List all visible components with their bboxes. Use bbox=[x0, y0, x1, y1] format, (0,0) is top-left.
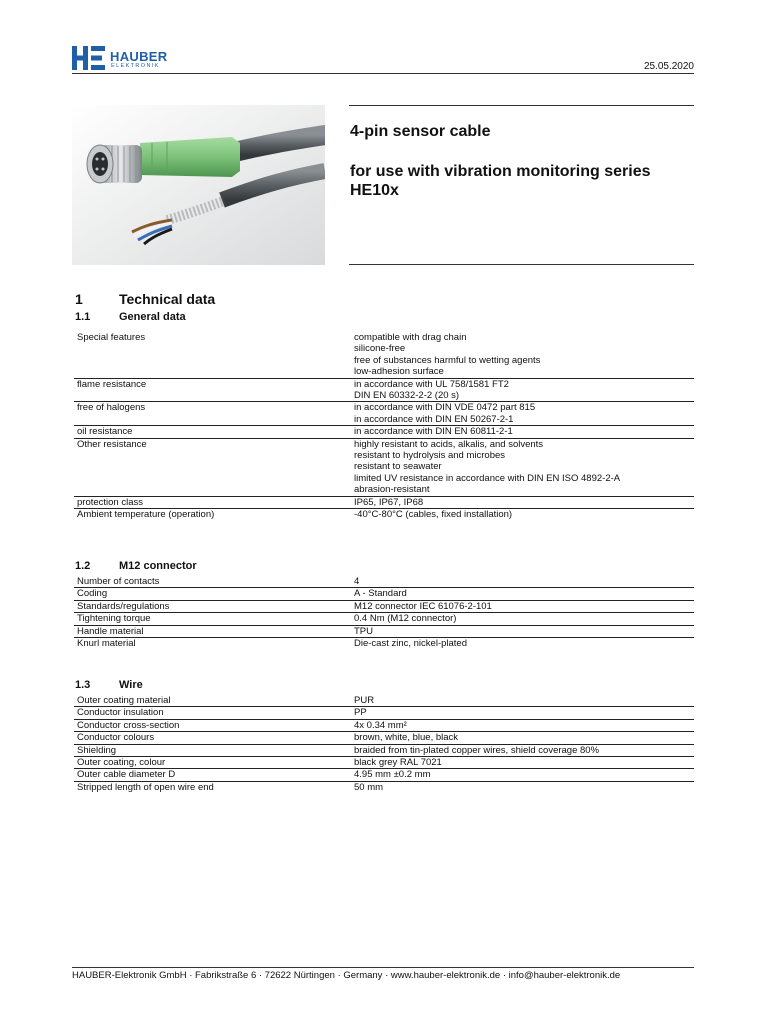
row-label: flame resistance bbox=[77, 378, 147, 390]
row-value: 4x 0.34 mm² bbox=[354, 719, 407, 731]
row-label: Special features bbox=[77, 332, 146, 343]
table-row bbox=[74, 625, 694, 637]
product-subtitle: for use with vibration monitoring series HE10x bbox=[350, 163, 651, 199]
table-row bbox=[74, 402, 694, 426]
row-value-line: -40°C-80°C (cables, fixed installation) bbox=[354, 509, 513, 521]
table-row bbox=[74, 509, 694, 521]
table-row bbox=[74, 732, 694, 744]
row-value: A - Standard bbox=[354, 588, 407, 600]
row-value-line: free of substances harmful to wetting agents bbox=[354, 354, 541, 366]
row-label: Outer coating, colour bbox=[77, 757, 166, 769]
table-row bbox=[74, 719, 694, 731]
table-row bbox=[74, 588, 694, 600]
row-value: PP bbox=[354, 707, 367, 719]
row-value: 0.4 Nm (M12 connector) bbox=[354, 613, 457, 625]
row-value bbox=[351, 509, 694, 521]
row-value: 4.95 mm ±0.2 mm bbox=[354, 769, 431, 781]
document-date: 25.05.2020 bbox=[643, 61, 694, 72]
row-value bbox=[351, 332, 694, 378]
row-value-line: resistant to hydrolysis and microbes bbox=[354, 450, 506, 462]
row-value-line: low-adhesion surface bbox=[354, 366, 444, 378]
m12-connector-table bbox=[74, 576, 694, 649]
row-value: black grey RAL 7021 bbox=[354, 757, 442, 769]
row-value-line: limited UV resistance in accordance with DIN EN ISO 4892-2-A bbox=[354, 472, 621, 484]
row-label: Knurl material bbox=[77, 638, 136, 650]
footer-divider bbox=[72, 967, 694, 968]
row-value bbox=[351, 378, 694, 402]
row-value: PUR bbox=[354, 695, 375, 706]
table-row bbox=[74, 744, 694, 756]
company-logo bbox=[72, 46, 187, 72]
table-row bbox=[74, 438, 694, 496]
row-label: oil resistance bbox=[77, 426, 133, 438]
row-value-line: DIN EN 60332-2-2 (20 s) bbox=[354, 390, 460, 402]
footer-address: HAUBER-Elektronik GmbH · Fabrikstraße 6 · 72622 Nürtingen · Germany · www.hauber-elektronik.de · info@hauber-elektronik.de bbox=[72, 970, 621, 981]
table-row bbox=[74, 332, 694, 378]
table-row bbox=[74, 781, 694, 793]
row-label: Ambient temperature (operation) bbox=[77, 509, 215, 521]
row-value-line: in accordance with DIN VDE 0472 part 815 bbox=[354, 402, 536, 414]
table-row bbox=[74, 638, 694, 650]
title-bottom-divider bbox=[349, 264, 694, 265]
row-label: Conductor colours bbox=[77, 732, 155, 744]
general-data-table bbox=[74, 332, 694, 521]
row-value: 4 bbox=[354, 576, 360, 587]
row-value-line: abrasion-resistant bbox=[354, 484, 430, 496]
row-label: Stripped length of open wire end bbox=[77, 781, 214, 793]
section-number: 1 bbox=[75, 291, 83, 307]
row-value-line: highly resistant to acids, alkalis, and solvents bbox=[354, 438, 544, 450]
row-value-line: in accordance with DIN EN 50267-2-1 bbox=[354, 413, 514, 425]
brand-name: HAUBER bbox=[110, 49, 168, 64]
row-label: Handle material bbox=[77, 625, 144, 637]
subsection-number-general: 1.1 bbox=[75, 311, 91, 323]
header-divider bbox=[72, 73, 694, 74]
row-label: Conductor cross-section bbox=[77, 719, 180, 731]
row-value-line: resistant to seawater bbox=[354, 461, 442, 473]
row-label: Number of contacts bbox=[77, 576, 160, 587]
row-value bbox=[351, 402, 694, 426]
sensor-cable-photo-icon bbox=[72, 105, 325, 265]
row-value-line: IP65, IP67, IP68 bbox=[354, 496, 424, 508]
row-value: Die-cast zinc, nickel-plated bbox=[354, 638, 467, 650]
row-value-line: in accordance with DIN EN 60811-2-1 bbox=[354, 426, 513, 438]
table-row bbox=[74, 496, 694, 508]
row-label: Shielding bbox=[77, 744, 117, 756]
he-logo-mark-icon bbox=[72, 46, 106, 70]
table-row bbox=[74, 769, 694, 781]
table-row bbox=[74, 378, 694, 402]
brand-subtitle: ELEKTRONIK bbox=[111, 63, 160, 69]
row-value bbox=[351, 438, 694, 496]
table-row bbox=[74, 757, 694, 769]
subsection-title-general: General data bbox=[119, 311, 186, 323]
subsection-title-wire: Wire bbox=[119, 679, 143, 691]
sensor-cable-photo bbox=[72, 105, 325, 265]
row-label: protection class bbox=[77, 496, 144, 508]
table-row bbox=[74, 576, 694, 588]
row-label: Coding bbox=[77, 588, 108, 600]
row-label: Outer cable diameter D bbox=[77, 769, 176, 781]
row-value-line: silicone-free bbox=[354, 343, 406, 355]
table-row bbox=[74, 695, 694, 707]
row-label: free of halogens bbox=[77, 402, 146, 414]
table-row bbox=[74, 600, 694, 612]
title-top-divider bbox=[349, 105, 694, 106]
row-label: Standards/regulations bbox=[77, 600, 170, 612]
row-value: 50 mm bbox=[354, 781, 384, 793]
row-value: M12 connector IEC 61076-2-101 bbox=[354, 600, 492, 612]
subsection-number-wire: 1.3 bbox=[75, 679, 91, 691]
row-value-line: in accordance with UL 758/1581 FT2 bbox=[354, 378, 509, 390]
row-label: Other resistance bbox=[77, 438, 147, 450]
row-label: Outer coating material bbox=[77, 695, 171, 706]
table-row bbox=[74, 707, 694, 719]
subsection-number-m12: 1.2 bbox=[75, 560, 91, 572]
table-row bbox=[74, 613, 694, 625]
row-value bbox=[351, 426, 694, 438]
table-row bbox=[74, 426, 694, 438]
wire-table bbox=[74, 695, 694, 793]
section-title: Technical data bbox=[119, 291, 216, 307]
row-value: TPU bbox=[354, 625, 373, 637]
product-title: 4-pin sensor cable bbox=[350, 123, 491, 140]
row-value: braided from tin-plated copper wires, shield coverage 80% bbox=[354, 744, 600, 756]
row-label: Tightening torque bbox=[77, 613, 151, 625]
row-value: brown, white, blue, black bbox=[354, 732, 459, 744]
row-value-line: compatible with drag chain bbox=[354, 332, 467, 343]
subsection-title-m12: M12 connector bbox=[119, 560, 197, 572]
row-value bbox=[351, 496, 694, 508]
row-label: Conductor insulation bbox=[77, 707, 164, 719]
